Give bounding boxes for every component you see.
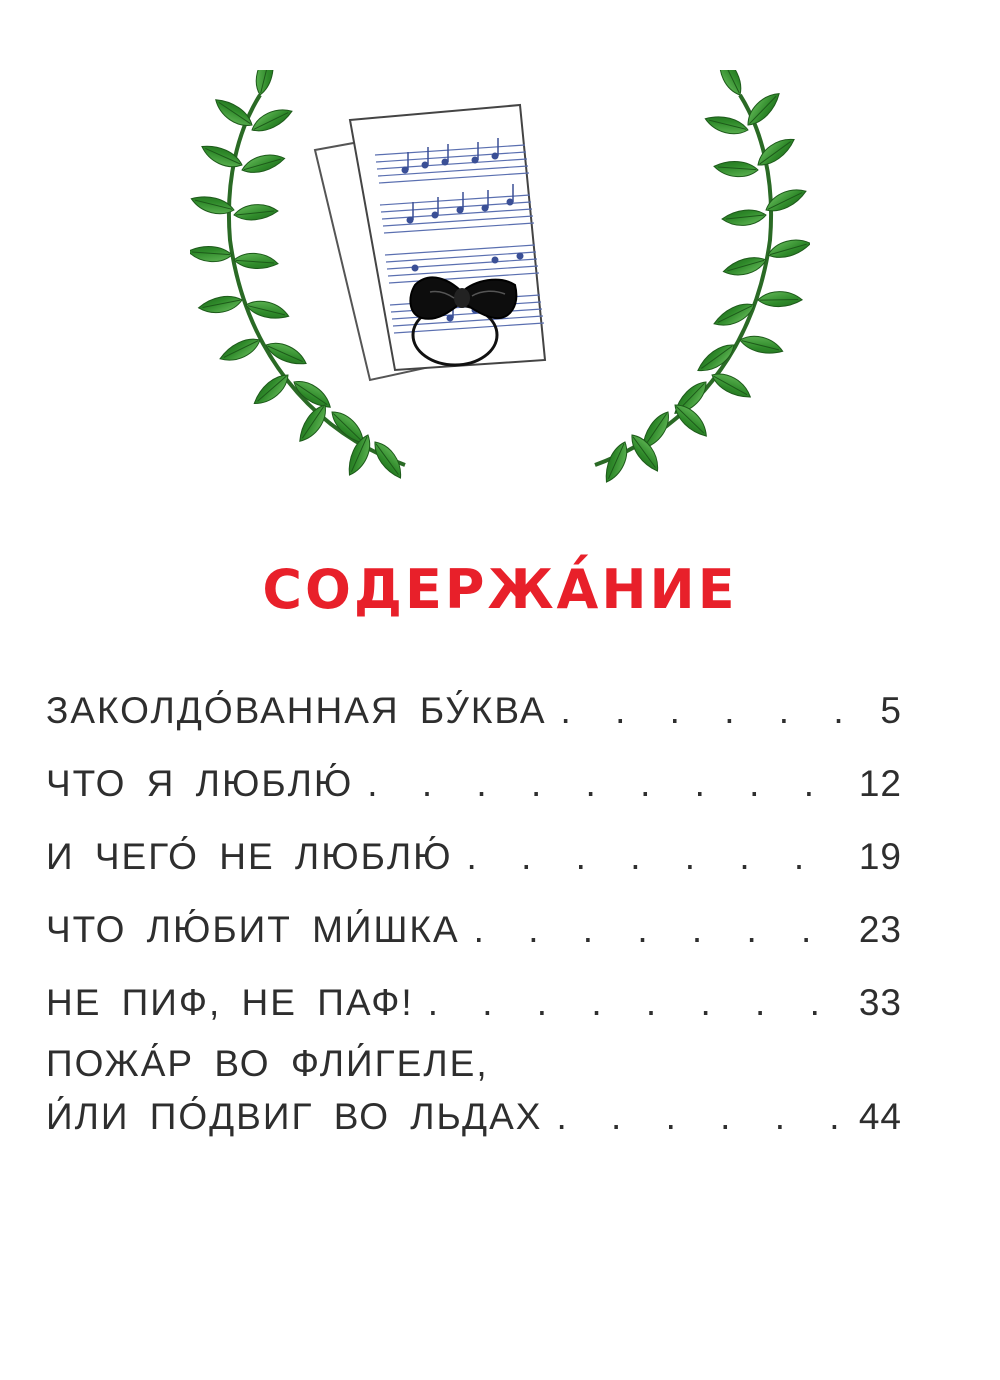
toc-entry-title-line2: И́ЛИ ПО́ДВИГ ВО ЛЬДАХ [46, 1096, 543, 1137]
toc-entry-title: НЕ ПИФ, НЕ ПАФ! [46, 982, 414, 1023]
toc-entry-title: И ЧЕГО́ НЕ ЛЮБЛЮ́ [46, 836, 453, 877]
toc-entry-page: 19 [858, 836, 902, 877]
toc-entry[interactable] [46, 733, 902, 806]
toc-entry-page: 12 [858, 763, 902, 804]
dot-leader [556, 1095, 850, 1139]
right-laurel-branch-icon [595, 70, 810, 485]
toc-entry[interactable] [46, 1039, 902, 1139]
toc-entry-page: 23 [858, 909, 902, 950]
dot-leader [467, 835, 851, 879]
sheet-music-icon [315, 105, 545, 380]
toc-entry-page: 44 [858, 1096, 902, 1137]
toc-entry-title-line1: ПОЖА́Р ВО ФЛИ́ГЕЛЕ, [46, 1043, 489, 1084]
dot-leader [561, 689, 873, 733]
dot-leader [428, 981, 851, 1025]
contents-heading: СОДЕРЖА́НИЕ [262, 558, 738, 621]
toc-entry-page: 33 [858, 982, 902, 1023]
toc-entry[interactable] [46, 806, 902, 879]
table-of-contents [46, 660, 902, 1139]
toc-entry-row [46, 1089, 902, 1139]
toc-entry-page: 5 [880, 690, 902, 731]
toc-entry[interactable] [46, 952, 902, 1025]
toc-entry-title: ЧТО ЛЮ́БИТ МИ́ШКА [46, 909, 460, 950]
toc-entry[interactable] [46, 879, 902, 952]
dot-leader [474, 908, 851, 952]
laurel-wreath-illustration [190, 70, 810, 490]
toc-entry-title: ЧТО Я ЛЮБЛЮ́ [46, 763, 354, 804]
toc-entry-title: ЗАКОЛДО́ВАННАЯ БУ́КВА [46, 690, 547, 731]
dot-leader [367, 762, 851, 806]
toc-entry[interactable] [46, 660, 902, 733]
